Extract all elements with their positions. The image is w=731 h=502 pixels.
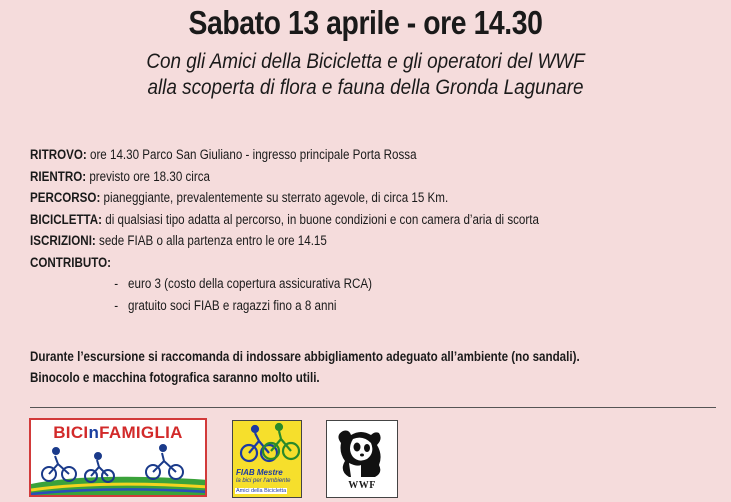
bullet-dash: - <box>114 297 119 313</box>
rientro-text: previsto ore 18.30 circa <box>86 168 211 184</box>
fiab-title: FIAB Mestre <box>236 468 283 477</box>
bicinfamiglia-wordmark: BICInFAMIGLIA <box>53 423 183 442</box>
page-title: Sabato 13 aprile - ore 14.30 <box>188 4 543 41</box>
bicicletta-row <box>30 209 539 231</box>
iscrizioni-row <box>30 230 539 252</box>
note-line-1: Durante l’escursione si raccomanda di indossare abbigliamento adeguato all’ambiente (no sandali). <box>30 349 580 364</box>
recommendation-note <box>30 346 580 388</box>
ritrovo-row <box>30 144 539 166</box>
subtitle-line-1: Con gli Amici della Bicicletta e gli operatori del WWF <box>146 50 585 73</box>
note-line-2: Binocolo e macchina fotografica saranno molto utili. <box>30 370 320 385</box>
subtitle-line-2: alla scoperta di flora e fauna della Gronda Lagunare <box>147 76 584 99</box>
list-item <box>114 295 539 317</box>
iscrizioni-label: ISCRIZIONI: <box>30 233 96 248</box>
percorso-row <box>30 187 539 209</box>
contributo-item-1: euro 3 (costo della copertura assicurativa RCA) <box>128 276 372 291</box>
fiab-name: Amici della Bicicletta <box>236 488 287 494</box>
panda-icon <box>327 421 399 481</box>
contributo-item-2: gratuito soci FIAB e ragazzi fino a 8 anni <box>128 297 337 313</box>
fiab-logo <box>232 420 302 498</box>
bicinfamiglia-logo <box>29 418 207 497</box>
contributo-list <box>114 273 539 316</box>
divider <box>30 407 716 408</box>
list-item <box>114 273 539 295</box>
contributo-label: CONTRIBUTO: <box>30 254 112 270</box>
fiab-slogan: la bici per l'ambiente <box>236 478 291 484</box>
rientro-row <box>30 166 539 188</box>
family-bikes-icon <box>31 420 207 497</box>
ritrovo-label: RITROVO: <box>30 147 87 162</box>
fiab-bikes-icon <box>233 421 302 469</box>
iscrizioni-text: sede FIAB o alla partenza entro le ore 14.15 <box>95 233 327 248</box>
rientro-label: RIENTRO: <box>30 168 87 184</box>
bicicletta-text: di qualsiasi tipo adatta al percorso, in buone condizioni e con camera d’aria di scorta <box>102 211 539 227</box>
contributo-row <box>30 252 539 274</box>
percorso-label: PERCORSO: <box>30 190 101 205</box>
ritrovo-text: ore 14.30 Parco San Giuliano - ingresso principale Porta Rossa <box>86 147 417 162</box>
percorso-text: pianeggiante, prevalentemente su sterrato agevole, di circa 15 Km. <box>100 190 449 205</box>
wwf-logo <box>326 420 398 498</box>
wwf-wordmark: WWF <box>348 480 376 491</box>
event-details <box>30 144 539 316</box>
bicicletta-label: BICICLETTA: <box>30 211 103 227</box>
bullet-dash: - <box>114 276 119 291</box>
